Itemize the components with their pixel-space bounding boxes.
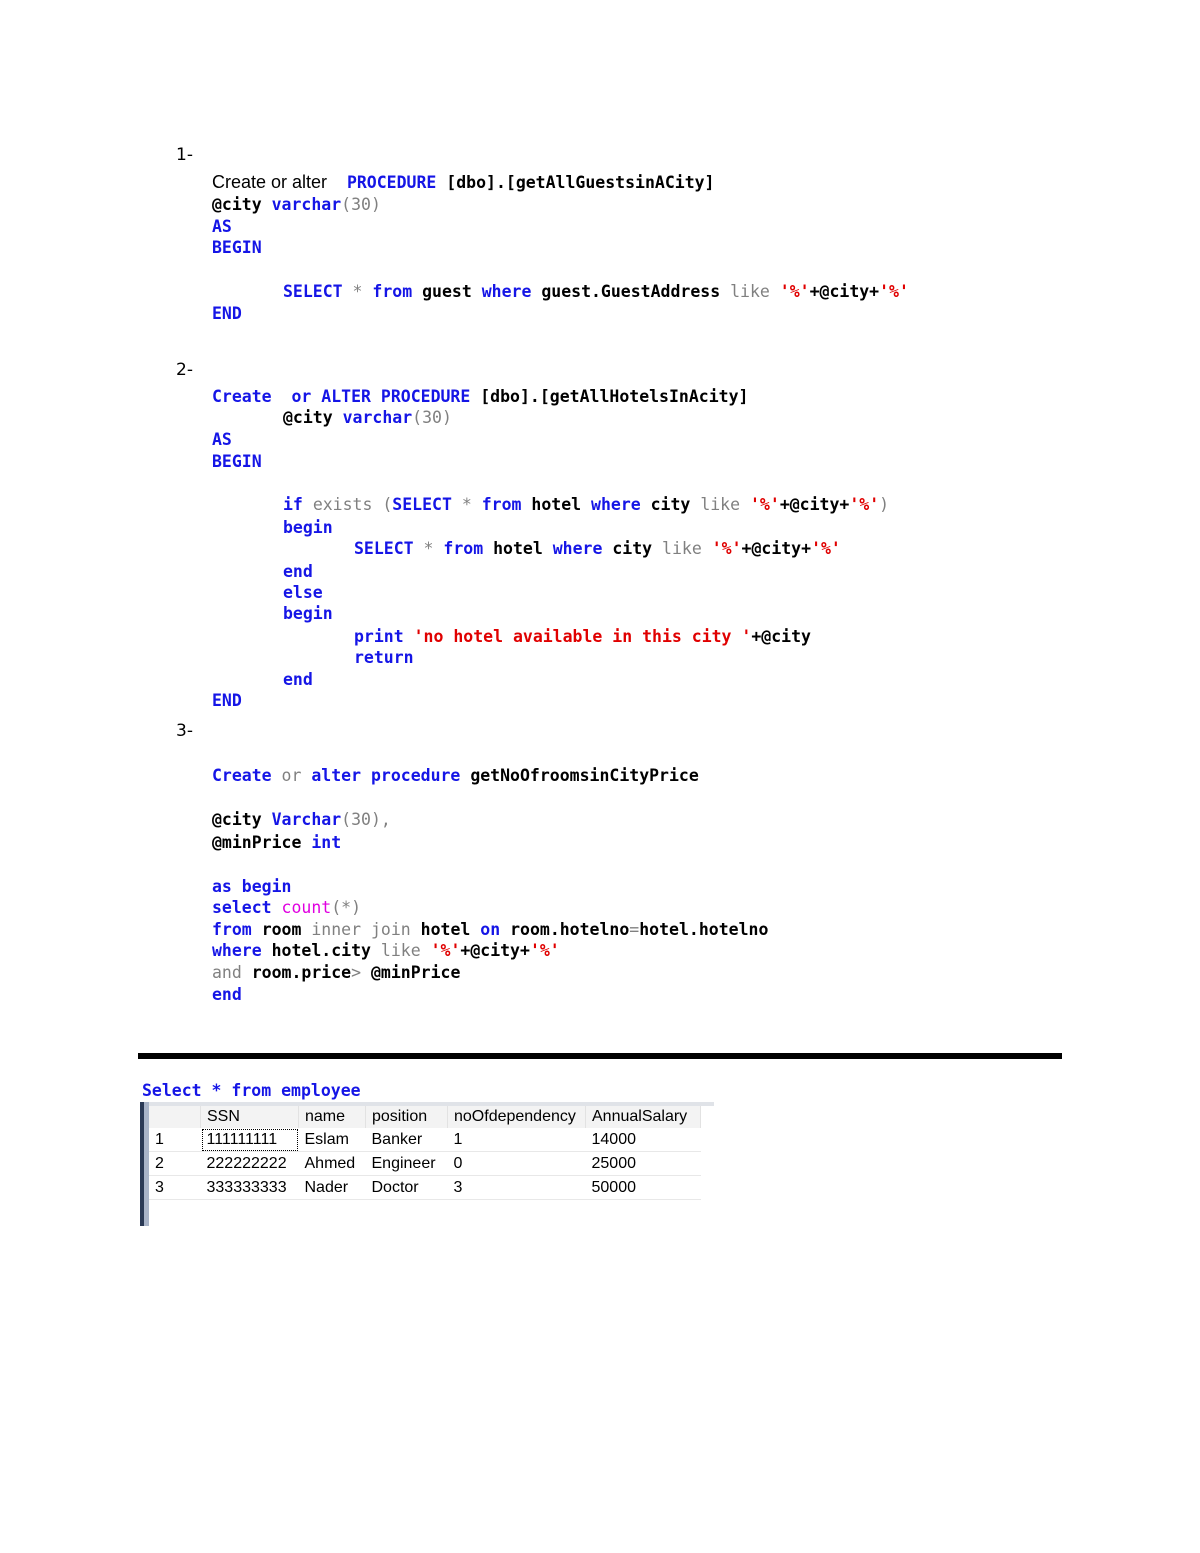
- code-line: from room inner join hotel on room.hotelno=hotel.hotelno: [212, 920, 769, 939]
- table-cell[interactable]: Doctor: [366, 1176, 448, 1200]
- results-table: [149, 1106, 701, 1200]
- code-line: begin: [283, 604, 333, 623]
- code-line: if exists (SELECT * from hotel where city like '%'+@city+'%'): [283, 495, 890, 514]
- table-cell[interactable]: 1: [448, 1128, 586, 1152]
- column-header[interactable]: SSN: [201, 1106, 299, 1128]
- code-line: AS: [212, 217, 232, 236]
- code-line: END: [212, 691, 242, 710]
- code-line: @city Varchar(30),: [212, 810, 391, 829]
- code-line: @city varchar(30): [212, 195, 381, 214]
- code-line: @minPrice int: [212, 833, 342, 852]
- code-line: Create or ALTER PROCEDURE [dbo].[getAllHotelsInAcity]: [212, 387, 749, 406]
- code-line: begin: [283, 518, 333, 537]
- table-cell[interactable]: 25000: [586, 1152, 701, 1176]
- table-cell[interactable]: 333333333: [201, 1176, 299, 1200]
- query-line: Select * from employee: [142, 1081, 361, 1100]
- code-line: AS: [212, 430, 232, 449]
- code-line: end: [212, 985, 242, 1004]
- section-number-3: 3-: [176, 721, 193, 741]
- header-row: [149, 1106, 701, 1128]
- table-cell[interactable]: Eslam: [299, 1128, 366, 1152]
- column-header[interactable]: noOfdependency: [448, 1106, 586, 1128]
- column-header[interactable]: position: [366, 1106, 448, 1128]
- table-cell[interactable]: 0: [448, 1152, 586, 1176]
- divider: [138, 1053, 1062, 1059]
- table-cell[interactable]: Nader: [299, 1176, 366, 1200]
- table-cell[interactable]: 3: [448, 1176, 586, 1200]
- code-line: end: [283, 562, 313, 581]
- column-header[interactable]: AnnualSalary: [586, 1106, 701, 1128]
- table-cell[interactable]: 50000: [586, 1176, 701, 1200]
- table-cell[interactable]: Ahmed: [299, 1152, 366, 1176]
- code-line: Create or alter PROCEDURE [dbo].[getAllGuestsinACity]: [212, 172, 715, 192]
- section-number-1: 1-: [176, 145, 193, 165]
- code-line: print 'no hotel available in this city '+@city: [354, 627, 811, 646]
- column-header[interactable]: name: [299, 1106, 366, 1128]
- section-number-2: 2-: [176, 360, 193, 380]
- code-line: where hotel.city like '%'+@city+'%': [212, 941, 560, 960]
- table-row: [149, 1176, 701, 1200]
- code-line: SELECT * from hotel where city like '%'+@city+'%': [354, 539, 841, 558]
- code-line: and room.price> @minPrice: [212, 963, 461, 982]
- row-number[interactable]: 1: [149, 1128, 201, 1152]
- grid-scroll-edge: [140, 1102, 149, 1226]
- table-row: [149, 1128, 701, 1152]
- table-cell[interactable]: Banker: [366, 1128, 448, 1152]
- code-line: BEGIN: [212, 452, 262, 471]
- code-line: Create or alter procedure getNoOfroomsinCityPrice: [212, 766, 699, 785]
- code-line: return: [354, 648, 414, 667]
- code-line: BEGIN: [212, 238, 262, 257]
- code-line: @city varchar(30): [283, 408, 452, 427]
- row-number[interactable]: 2: [149, 1152, 201, 1176]
- code-line: END: [212, 304, 242, 323]
- table-cell[interactable]: 222222222: [201, 1152, 299, 1176]
- code-line: select count(*): [212, 898, 362, 917]
- table-row: [149, 1152, 701, 1176]
- code-line: as begin: [212, 877, 292, 896]
- code-line: end: [283, 670, 313, 689]
- table-cell[interactable]: Engineer: [366, 1152, 448, 1176]
- code-line: SELECT * from guest where guest.GuestAddress like '%'+@city+'%': [283, 282, 909, 301]
- table-cell[interactable]: 14000: [586, 1128, 701, 1152]
- row-number[interactable]: 3: [149, 1176, 201, 1200]
- code-line: else: [283, 583, 323, 602]
- table-cell[interactable]: 111111111: [201, 1128, 299, 1152]
- column-header[interactable]: [149, 1106, 201, 1128]
- results-grid: [140, 1102, 714, 1226]
